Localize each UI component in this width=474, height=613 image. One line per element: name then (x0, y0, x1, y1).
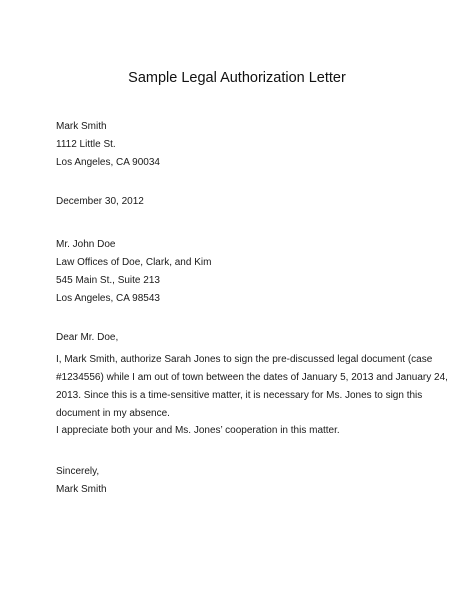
salutation-text: Dear Mr. Doe, (56, 332, 119, 343)
salutation (56, 329, 118, 347)
signature-name: Mark Smith (56, 484, 107, 495)
document-title: Sample Legal Authorization Letter (128, 70, 346, 86)
body-paragraph-1 (56, 351, 448, 423)
sender-street: 1112 Little St. (56, 139, 116, 150)
body-paragraph-1-line: 2013. Since this is a time-sensitive matter, it is necessary for Ms. Jones to sign this (56, 390, 423, 401)
body-paragraph-1-line: #1234556) while I am out of town between the dates of January 5, 2013 and January 24, (56, 372, 448, 383)
recipient-street: 545 Main St., Suite 213 (56, 275, 160, 286)
closing (56, 463, 107, 499)
recipient-company: Law Offices of Doe, Clark, and Kim (56, 257, 212, 268)
body-paragraph-1-line: document in my absence. (56, 408, 170, 419)
body-paragraph-2 (56, 422, 340, 440)
recipient-city: Los Angeles, CA 98543 (56, 293, 160, 304)
recipient-address (56, 236, 211, 308)
sender-address (56, 118, 160, 172)
date-text: December 30, 2012 (56, 196, 144, 207)
body-paragraph-1-line: I, Mark Smith, authorize Sarah Jones to sign the pre-discussed legal document (case (56, 354, 433, 365)
valediction: Sincerely, (56, 466, 100, 477)
recipient-name: Mr. John Doe (56, 239, 116, 250)
sender-city: Los Angeles, CA 90034 (56, 157, 160, 168)
letter-date (56, 193, 144, 211)
sender-name: Mark Smith (56, 121, 107, 132)
body-paragraph-2-text: I appreciate both your and Ms. Jones’ cooperation in this matter. (56, 425, 340, 436)
